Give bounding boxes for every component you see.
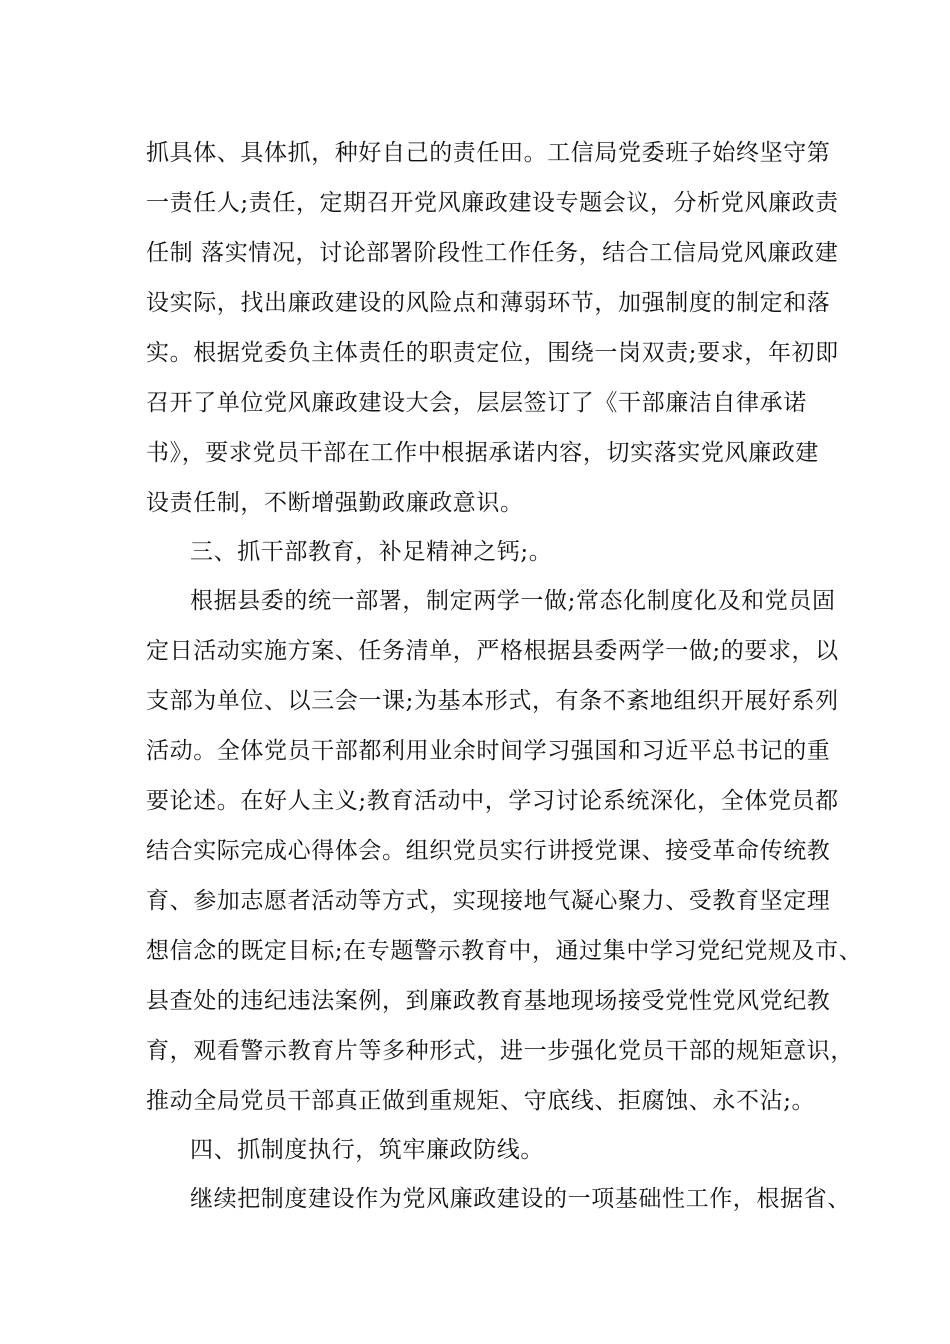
text-line: 县查处的违纪违法案例，到廉政教育基地现场接受党性党风党纪教 xyxy=(146,988,831,1014)
text-line: 实。根据党委负主体责任的职责定位，围绕一岗双责;要求，年初即 xyxy=(146,340,839,366)
text-line: 想信念的既定目标;在专题警示教育中，通过集中学习党纪党规及市、 xyxy=(146,938,863,964)
section-heading: 三、抓干部教育，补足精神之钙;。 xyxy=(190,539,553,565)
text-line: 定日活动实施方案、任务清单，严格根据县委两学一做;的要求，以 xyxy=(146,638,839,664)
text-line: 一责任人;责任，定期召开党风廉政建设专题会议，分析党风廉政责 xyxy=(146,190,839,216)
section-heading: 四、抓制度执行，筑牢廉政防线。 xyxy=(190,1137,544,1163)
text-line: 任制 落实情况，讨论部署阶段性工作任务，结合工信局党风廉政建 xyxy=(146,240,839,266)
text-line: 育，观看警示教育片等多种形式，进一步强化党员干部的规矩意识， xyxy=(146,1038,854,1064)
text-line: 设实际，找出廉政建设的风险点和薄弱环节，加强制度的制定和落 xyxy=(146,290,831,316)
text-line: 书》，要求党员干部在工作中根据承诺内容，切实落实党风廉政建 xyxy=(146,440,819,466)
text-line: 育、参加志愿者活动等方式，实现接地气凝心聚力、受教育坚定理 xyxy=(146,888,831,914)
text-line: 活动。全体党员干部都利用业余时间学习强国和习近平总书记的重 xyxy=(146,738,831,764)
paragraph-first-line: 根据县委的统一部署，制定两学一做;常态化制度化及和党员固 xyxy=(190,588,836,614)
text-line: 抓具体、具体抓，种好自己的责任田。工信局党委班子始终坚守第 xyxy=(146,140,831,166)
text-line: 设责任制，不断增强勤政廉政意识。 xyxy=(146,490,524,516)
text-line: 召开了单位党风廉政建设大会，层层签订了《干部廉洁自律承诺 xyxy=(146,390,807,416)
paragraph-first-line: 继续把制度建设作为党风廉政建设的一项基础性工作，根据省、 xyxy=(190,1186,851,1212)
text-line: 结合实际完成心得体会。组织党员实行讲授党课、接受革命传统教 xyxy=(146,838,831,864)
text-line: 要论述。在好人主义;教育活动中，学习讨论系统深化，全体党员都 xyxy=(146,788,839,814)
text-line: 支部为单位、以三会一课;为基本形式，有条不紊地组织开展好系列 xyxy=(146,688,839,714)
text-line: 推动全局党员干部真正做到重规矩、守底线、拒腐蚀、永不沾;。 xyxy=(146,1088,816,1114)
